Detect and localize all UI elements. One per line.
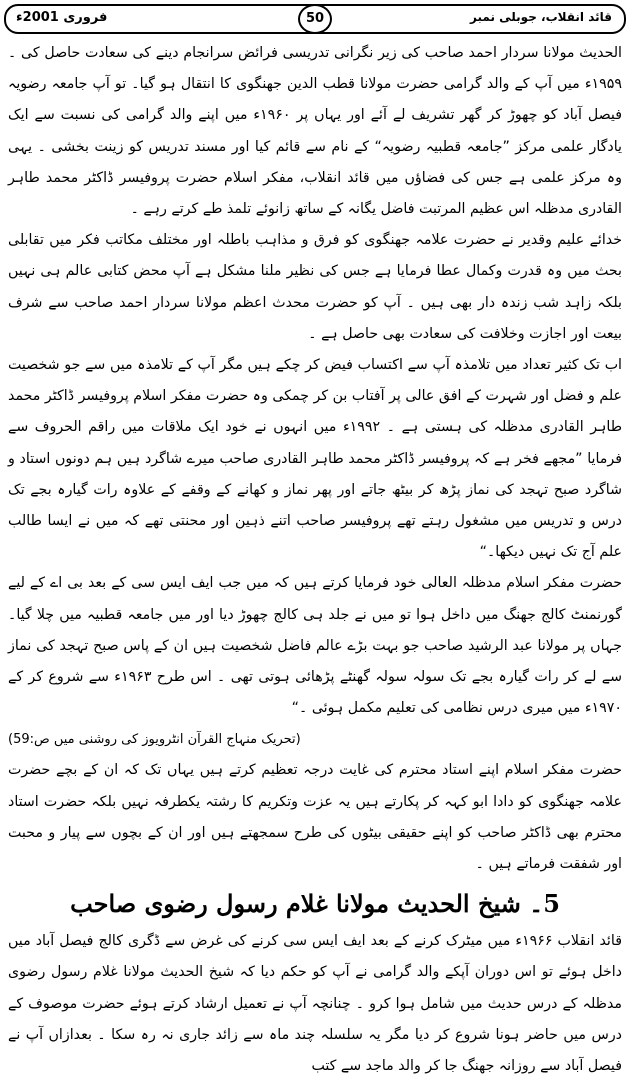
paragraph-4: حضرت مفکر اسلام مدظلہ العالی خود فرمایا کرتے ہیں کہ میں جب ایف ایس سی کے بعد بی اے کے لیے گورنمنٹ کالج جھنگ میں داخل ہوا تو میں نے جلد ہی کالج چھوڑ دیا اور میں جامعہ قطبیہ میں چلا گیا۔ جہاں پر مولانا عبد الرشید صاحب جو بہت بڑے عالم فاضل شخصیت ہیں ان کے پاس صبح تہجد کی نماز سے لے کر رات گیارہ بجے تک سولہ سولہ گھنٹے پڑھائی ہوتی تھی ۔ اس طرح ۱۹۶۳ء سے شروع کر کے ۱۹۷۰ء میں میری درس نظامی کی تعلیم مکمل ہوئی ۔“: [8, 575, 622, 717]
paragraph-1: الحدیث مولانا سردار احمد صاحب کی زیر نگرانی تدریسی فرائض سرانجام دینے کی سعادت حاصل کی ۔ ۱۹۵۹ء میں آپ کے والد گرامی حضرت مولانا قطب الدین جھنگوی کا انتقال ہو گیا۔ تو آپ جامعہ رضویہ فیصل آباد کو چھوڑ کر گھر تشریف لے آئے اور یہاں پر ۱۹۶۰ء میں اپنے والد گرامی کی نسبت سے ایک یادگار علمی مرکز ”جامعہ قطبیہ رضویہ“ کے نام سے قائم کیا اور مسند تدریس کو زینت بخشی ۔ یہی وہ مرکز علمی ہے جس کی فضاؤں میں قائد انقلاب، مفکر اسلام حضرت پروفیسر ڈاکٹر محمد طاہر القادری مدظلہ اس عظیم المرتبت فاضل یگانہ کے ساتھ زانوئے تلمذ طے کرتے رہے ۔: [8, 45, 622, 218]
article-body: [8, 38, 622, 1082]
paragraph-5: حضرت مفکر اسلام اپنے استاد محترم کی غایت درجہ تعظیم کرتے ہیں یہاں تک کہ ان کے بچے حضرت علامہ جھنگوی کو دادا ابو کہہ کر پکارتے ہیں یہ عزت وتکریم کا رشتہ یکطرفہ نہیں بلکہ حضرت استاد محترم بھی ڈاکٹر صاحب کو اپنے حقیقی بیٹوں کی طرح سمجھتے ہیں اور ان کے بچوں سے پیار و محبت اور شفقت فرماتے ہیں ۔: [8, 762, 622, 873]
page-number: 50: [298, 4, 332, 34]
paragraph-2: خدائے علیم وقدیر نے حضرت علامہ جھنگوی کو فرق و مذاہب باطلہ اور مختلف مکاتب فکر میں تقابلی بحث میں وہ قدرت وکمال عطا فرمایا ہے جس کی نظیر ملنا مشکل ہے آپ محض کتابی عالم ہی نہیں بلکہ زاہد شب زندہ دار بھی ہیں ۔ آپ کو حضرت محدث اعظم مولانا سردار احمد صاحب سے شرف بیعت اور اجازت وخلافت کی سعادت بھی حاصل ہے ۔: [8, 232, 622, 342]
section-heading: 5۔ شیخ الحدیث مولانا غلام رسول رضوی صاحب: [70, 889, 560, 919]
publication-title: قائد انقلاب، جوبلی نمبر: [470, 10, 612, 24]
paragraph-3: اب تک کثیر تعداد میں تلامذہ آپ سے اکتساب فیض کر چکے ہیں مگر آپ کے تلامذہ میں سے جو شخصیت علم و فضل اور شہرت کے افق عالی پر آفتاب بن کر چمکی وہ حضرت مفکر اسلام پروفیسر ڈاکٹر محمد طاہر القادری مدظلہ کی ہستی ہے ۔ ۱۹۹۲ء میں انہوں نے خود ایک ملاقات میں راقم الحروف سے فرمایا ”مجھے فخر ہے کہ پروفیسر ڈاکٹر محمد طاہر القادری صاحب میرے شاگرد ہیں ہم دونوں استاد و شاگرد صبح تہجد کی نماز پڑھ کر بیٹھ جاتے اور پھر نماز و کھانے کے وقفے کے علاوہ رات گیارہ بجے تک درس و تدریس میں مشغول رہتے تھے پروفیسر صاحب اتنے ذہین اور محنتی تھے کہ میں نے ایسا طالب علم آج تک نہیں دیکھا۔“: [8, 357, 622, 561]
section-paragraph: قائد انقلاب ۱۹۶۶ء میں میٹرک کرنے کے بعد ایف ایس سی کرنے کی غرض سے ڈگری کالج فیصل آباد میں داخل ہوئے تو اس دوران آپکے والد گرامی نے آپ کو حکم دیا کہ شیخ الحدیث مولانا غلام رسول رضوی مدظلہ کے درس حدیث میں شامل ہوا کرو ۔ چنانچہ آپ نے تعمیل ارشاد کرتے ہوئے حضرت موصوف کے درس میں حاضر ہونا شروع کر دیا مگر یہ سلسلہ چند ماہ سے زائد جاری نہ رہ سکا ۔ بعدازاں آپ نے فیصل آباد سے روزانہ جھنگ جا کر والد ماجد سے کتب: [8, 933, 622, 1075]
page-header: [4, 4, 626, 34]
source-reference: (تحریک منہاج القرآن انٹرویوز کی روشنی میں ص:59): [8, 732, 301, 748]
issue-date: فروری 2001ء: [16, 10, 108, 25]
